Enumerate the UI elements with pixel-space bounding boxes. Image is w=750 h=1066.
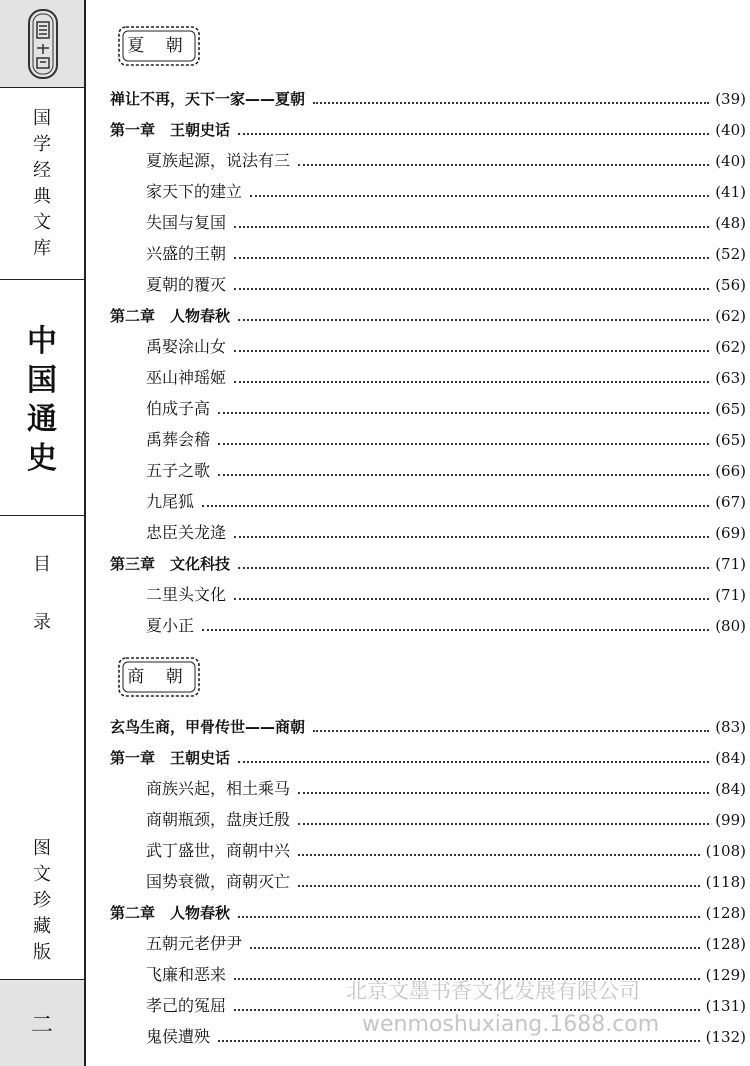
- toc-title: 商族兴起，相土乘马: [146, 779, 291, 798]
- toc-page: (39): [715, 90, 746, 108]
- toc-page: (62): [715, 338, 746, 356]
- toc-page: (69): [715, 524, 746, 542]
- toc-entry[interactable]: [146, 272, 746, 298]
- leader-dots: [234, 598, 709, 600]
- leader-dots: [298, 792, 709, 794]
- leader-dots: [250, 947, 700, 949]
- leader-dots: [234, 288, 709, 290]
- leader-dots: [298, 164, 709, 166]
- toc-entry[interactable]: [110, 551, 746, 577]
- toc-page: (65): [715, 431, 746, 449]
- toc-title: 忠臣关龙逄: [146, 523, 227, 542]
- toc-title: 第一章 王朝史话: [110, 121, 231, 139]
- leader-dots: [298, 854, 700, 856]
- toc-entry[interactable]: [110, 714, 746, 740]
- leader-dots: [234, 226, 709, 228]
- leader-dots: [238, 567, 709, 569]
- toc-title: 夏族起源，说法有三: [146, 151, 291, 170]
- watermark-company: 北京文墨书香文化发展有限公司: [346, 979, 640, 1003]
- edition-label: 图 文 珍 藏 版: [33, 838, 51, 963]
- toc-title: 鬼侯遭殃: [146, 1027, 211, 1046]
- toc-entry[interactable]: [146, 931, 746, 957]
- toc-page: (80): [715, 617, 746, 635]
- toc-entry[interactable]: [146, 582, 746, 608]
- leader-dots: [250, 195, 709, 197]
- toc-entry[interactable]: [146, 427, 746, 453]
- toc-entry[interactable]: [146, 838, 746, 864]
- toc-page: (84): [715, 749, 746, 767]
- toc-page: (131): [705, 997, 746, 1015]
- toc-page: (56): [715, 276, 746, 294]
- toc-title: 禹葬会稽: [146, 430, 211, 449]
- toc-page: (129): [705, 966, 746, 984]
- leader-dots: [234, 381, 709, 383]
- toc-entry[interactable]: [146, 148, 746, 174]
- toc-page: (67): [715, 493, 746, 511]
- leader-dots: [218, 474, 709, 476]
- seal-stamp-icon: [27, 8, 59, 80]
- toc-entry[interactable]: [146, 365, 746, 391]
- title-panel: [0, 280, 84, 516]
- toc-title: 家天下的建立: [146, 182, 243, 201]
- toc-title: 商朝瓶颈，盘庚迁殷: [146, 810, 291, 829]
- toc-title: 飞廉和恶来: [146, 965, 227, 984]
- toc-page: (66): [715, 462, 746, 480]
- toc-title: 第二章 人物春秋: [110, 307, 231, 325]
- toc-entry[interactable]: [146, 776, 746, 802]
- toc-entry[interactable]: [110, 303, 746, 329]
- toc-title: 失国与复国: [146, 213, 227, 232]
- toc-entry[interactable]: [110, 117, 746, 143]
- toc-entry[interactable]: [110, 745, 746, 771]
- leader-dots: [218, 1040, 700, 1042]
- toc-title: 第二章 人物春秋: [110, 904, 231, 922]
- toc-entry[interactable]: [146, 396, 746, 422]
- leader-dots: [298, 885, 700, 887]
- leader-dots: [298, 823, 709, 825]
- page-panel: [0, 980, 84, 1066]
- leader-dots: [238, 761, 709, 763]
- toc-title: 国势衰微，商朝灭亡: [146, 872, 291, 891]
- section-label: 目 录: [33, 554, 51, 633]
- toc-page: (52): [715, 245, 746, 263]
- toc-title: 九尾狐: [146, 492, 195, 511]
- toc-page: (118): [705, 873, 746, 891]
- toc-entry[interactable]: [146, 807, 746, 833]
- toc-title: 伯成子高: [146, 399, 211, 418]
- leader-dots: [234, 536, 709, 538]
- toc-entry[interactable]: [110, 900, 746, 926]
- leader-dots: [202, 629, 709, 631]
- toc-page: (62): [715, 307, 746, 325]
- toc-page: (41): [715, 183, 746, 201]
- leader-dots: [202, 505, 709, 507]
- toc-title: 玄鸟生商，甲骨传世——商朝: [110, 718, 306, 736]
- toc-page: (40): [715, 121, 746, 139]
- toc-entry[interactable]: [146, 613, 746, 639]
- toc-entry[interactable]: [110, 86, 746, 112]
- toc-title: 第三章 文化科技: [110, 555, 231, 573]
- toc-title: 禅让不再，天下一家——夏朝: [110, 90, 306, 108]
- leader-dots: [218, 443, 709, 445]
- page-number: 二: [30, 1013, 53, 1038]
- toc-entry[interactable]: [146, 179, 746, 205]
- watermark-url: wenmoshuxiang.1688.com: [362, 1012, 660, 1037]
- library-panel: [0, 88, 84, 280]
- leader-dots: [238, 916, 700, 918]
- toc-page: (128): [705, 935, 746, 953]
- toc-title: 孝己的冤屈: [146, 996, 227, 1015]
- seal-panel: [0, 0, 84, 88]
- toc-title: 二里头文化: [146, 585, 227, 604]
- toc-page: (108): [705, 842, 746, 860]
- toc-page: (48): [715, 214, 746, 232]
- leader-dots: [313, 102, 709, 104]
- dynasty-label-text: 夏 朝: [127, 36, 191, 56]
- toc-page: (71): [715, 555, 746, 573]
- leader-dots: [313, 730, 709, 732]
- toc-main: [84, 0, 750, 1066]
- leader-dots: [238, 133, 709, 135]
- toc-entry[interactable]: [146, 869, 746, 895]
- toc-entry[interactable]: [146, 520, 746, 546]
- toc-page: (132): [705, 1028, 746, 1046]
- toc-page: (128): [705, 904, 746, 922]
- toc-page: (83): [715, 718, 746, 736]
- leader-dots: [234, 1009, 700, 1011]
- toc-title: 第一章 王朝史话: [110, 749, 231, 767]
- toc-title: 巫山神瑶姬: [146, 368, 227, 387]
- toc-page: (71): [715, 586, 746, 604]
- leader-dots: [218, 412, 709, 414]
- toc-title: 五朝元老伊尹: [146, 934, 243, 953]
- toc-page: (99): [715, 811, 746, 829]
- toc-title: 夏朝的覆灭: [146, 275, 227, 294]
- toc-page: (84): [715, 780, 746, 798]
- toc-title: 夏小正: [146, 616, 195, 635]
- dynasty-label-text: 商 朝: [127, 667, 191, 687]
- toc-entry[interactable]: [146, 334, 746, 360]
- book-title: 中 国 通 史: [27, 324, 57, 476]
- toc-page: (40): [715, 152, 746, 170]
- toc-page: (63): [715, 369, 746, 387]
- toc-title: 五子之歌: [146, 461, 211, 480]
- toc-entry[interactable]: [146, 489, 746, 515]
- library-name: 国 学 经 典 文 库: [33, 108, 51, 259]
- toc-page: (65): [715, 400, 746, 418]
- toc-title: 禹娶涂山女: [146, 337, 227, 356]
- toc-entry[interactable]: [146, 458, 746, 484]
- toc-entry[interactable]: [146, 210, 746, 236]
- leader-dots: [234, 257, 709, 259]
- toc-title: 武丁盛世，商朝中兴: [146, 841, 291, 860]
- toc-entry[interactable]: [146, 241, 746, 267]
- leader-dots: [238, 319, 709, 321]
- leader-dots: [234, 350, 709, 352]
- section-panel: [0, 516, 84, 980]
- sidebar: [0, 0, 86, 1066]
- toc-title: 兴盛的王朝: [146, 244, 227, 263]
